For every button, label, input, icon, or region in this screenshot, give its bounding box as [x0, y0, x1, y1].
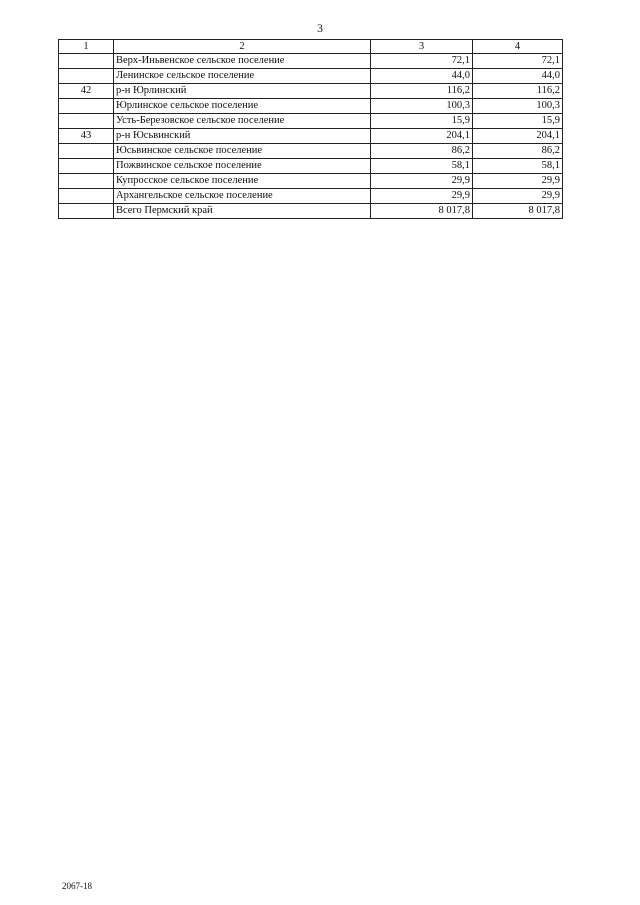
table-row — [59, 174, 563, 189]
row-number-cell — [59, 69, 114, 84]
value-col4-cell: 15,9 — [473, 114, 563, 129]
territory-name-cell: р-н Юсьвинский — [114, 129, 371, 144]
territory-name-cell: Всего Пермский край — [114, 204, 371, 219]
table-row — [59, 54, 563, 69]
territory-name-cell: р-н Юрлинский — [114, 84, 371, 99]
row-number-cell: 42 — [59, 84, 114, 99]
row-number-cell: 43 — [59, 129, 114, 144]
page-number: 3 — [317, 21, 323, 35]
value-col3-cell: 44,0 — [371, 69, 473, 84]
value-col3-cell: 86,2 — [371, 144, 473, 159]
value-col4-cell: 8 017,8 — [473, 204, 563, 219]
value-col4-cell: 100,3 — [473, 99, 563, 114]
value-col3-cell: 15,9 — [371, 114, 473, 129]
column-header: 2 — [114, 40, 371, 54]
value-col3-cell: 72,1 — [371, 54, 473, 69]
value-col4-cell: 29,9 — [473, 189, 563, 204]
value-col4-cell: 44,0 — [473, 69, 563, 84]
column-header: 1 — [59, 40, 114, 54]
value-col4-cell: 29,9 — [473, 174, 563, 189]
territory-name-cell: Пожвинское сельское поселение — [114, 159, 371, 174]
territory-name-cell: Юсьвинское сельское поселение — [114, 144, 371, 159]
row-number-cell — [59, 159, 114, 174]
row-number-cell — [59, 174, 114, 189]
territory-name-cell: Ленинское сельское поселение — [114, 69, 371, 84]
table-row — [59, 204, 563, 219]
territory-name-cell: Верх-Иньвенское сельское поселение — [114, 54, 371, 69]
territory-name-cell: Архангельское сельское поселение — [114, 189, 371, 204]
table-row — [59, 129, 563, 144]
row-number-cell — [59, 204, 114, 219]
row-number-cell — [59, 114, 114, 129]
value-col4-cell: 116,2 — [473, 84, 563, 99]
value-col4-cell: 58,1 — [473, 159, 563, 174]
table-row — [59, 99, 563, 114]
table-row — [59, 114, 563, 129]
table-row — [59, 84, 563, 99]
column-header: 4 — [473, 40, 563, 54]
table-row — [59, 159, 563, 174]
value-col4-cell: 72,1 — [473, 54, 563, 69]
table-header-row — [59, 40, 563, 54]
row-number-cell — [59, 144, 114, 159]
value-col3-cell: 29,9 — [371, 189, 473, 204]
row-number-cell — [59, 54, 114, 69]
value-col3-cell: 100,3 — [371, 99, 473, 114]
territory-name-cell: Купросское сельское поселение — [114, 174, 371, 189]
data-table — [58, 39, 563, 219]
value-col3-cell: 116,2 — [371, 84, 473, 99]
value-col3-cell: 8 017,8 — [371, 204, 473, 219]
table-row — [59, 69, 563, 84]
territory-name-cell: Юрлинское сельское поселение — [114, 99, 371, 114]
value-col3-cell: 29,9 — [371, 174, 473, 189]
row-number-cell — [59, 99, 114, 114]
table-row — [59, 189, 563, 204]
column-header: 3 — [371, 40, 473, 54]
value-col4-cell: 204,1 — [473, 129, 563, 144]
table-row — [59, 144, 563, 159]
value-col3-cell: 58,1 — [371, 159, 473, 174]
territory-name-cell: Усть-Березовское сельское поселение — [114, 114, 371, 129]
value-col4-cell: 86,2 — [473, 144, 563, 159]
document-code: 2067-18 — [62, 881, 92, 891]
value-col3-cell: 204,1 — [371, 129, 473, 144]
row-number-cell — [59, 189, 114, 204]
